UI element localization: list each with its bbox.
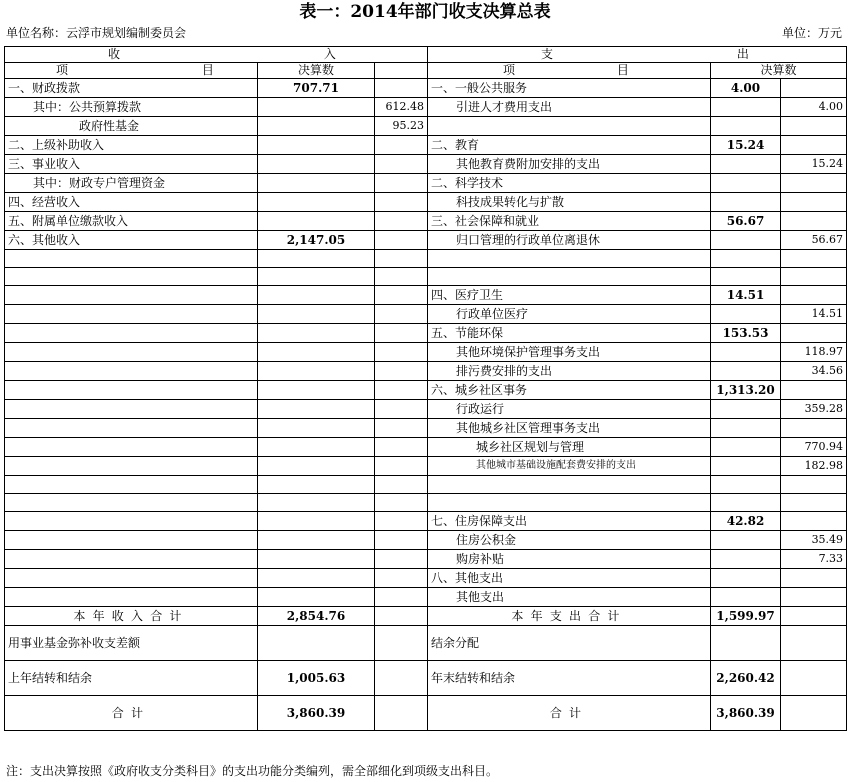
income-detail-value [375, 476, 428, 494]
table-row [5, 438, 847, 457]
income-category-value [258, 419, 375, 438]
expense-detail-value [781, 250, 847, 268]
expense-detail-value [781, 79, 847, 98]
income-category-value [258, 400, 375, 419]
expense-item-label: 二、科学技术 [428, 174, 711, 193]
expense-category-value: 153.53 [711, 324, 781, 343]
income-detail-value [375, 438, 428, 457]
income-item-label [5, 457, 258, 476]
expense-detail-value [781, 494, 847, 512]
table-row [5, 286, 847, 305]
table-row [5, 212, 847, 231]
expense-category-value: 42.82 [711, 512, 781, 531]
income-detail-value [375, 569, 428, 588]
page-title: 表一：2014年部门收支决算总表 [299, 2, 551, 22]
expense-detail-value [781, 117, 847, 136]
table-row [5, 268, 847, 286]
income-item-label [5, 531, 258, 550]
expense-category-value [711, 531, 781, 550]
expense-detail-value: 4.00 [781, 98, 847, 117]
yearend-label: 年末结转和结余 [428, 661, 711, 696]
income-detail-value [375, 324, 428, 343]
expense-detail-value [781, 324, 847, 343]
income-category-value [258, 588, 375, 607]
table-row [5, 362, 847, 381]
expense-item-label: 八、其他支出 [428, 569, 711, 588]
expense-item-label: 二、教育 [428, 136, 711, 155]
expense-item-label [428, 494, 711, 512]
expense-category-value [711, 174, 781, 193]
expense-item-label: 四、医疗卫生 [428, 286, 711, 305]
income-detail-value [375, 381, 428, 400]
income-category-value [258, 324, 375, 343]
expense-category-value [711, 550, 781, 569]
income-category-value [258, 569, 375, 588]
income-category-value [258, 476, 375, 494]
income-category-value: 707.71 [258, 79, 375, 98]
income-item-label [5, 419, 258, 438]
expense-item-label: 行政运行 [428, 400, 711, 419]
expense-item-label: 行政单位医疗 [428, 305, 711, 324]
income-category-value [258, 117, 375, 136]
income-detail-value: 95.23 [375, 117, 428, 136]
unit-label: 单位：万元 [781, 26, 842, 40]
income-total-label: 本年收入合计 [5, 607, 258, 626]
expense-item-label: 购房补贴 [428, 550, 711, 569]
unit-name: 单位名称：云浮市规划编制委员会 [6, 26, 187, 40]
grand-income-value: 3,860.39 [258, 696, 375, 731]
carry-row [5, 661, 847, 696]
income-category-value [258, 381, 375, 400]
income-category-value [258, 362, 375, 381]
expense-category-value [711, 569, 781, 588]
income-item-label [5, 250, 258, 268]
table-row [5, 305, 847, 324]
expense-detail-value [781, 419, 847, 438]
expense-detail-value [781, 136, 847, 155]
expense-category-value: 15.24 [711, 136, 781, 155]
expense-item-label: 其他城市基础设施配套费安排的支出 [428, 457, 711, 476]
income-detail-value [375, 531, 428, 550]
expense-detail-value: 14.51 [781, 305, 847, 324]
expense-item-label: 其他城乡社区管理事务支出 [428, 419, 711, 438]
income-item-label [5, 343, 258, 362]
table-row [5, 550, 847, 569]
expense-item-label: 城乡社区规划与管理 [428, 438, 711, 457]
income-detail-value [375, 231, 428, 250]
expense-detail-value [781, 381, 847, 400]
income-item-header: 项 目 [5, 63, 258, 79]
income-detail-value [375, 286, 428, 305]
expense-category-value [711, 305, 781, 324]
expense-total-value: 1,599.97 [711, 607, 781, 626]
table-row [5, 343, 847, 362]
expense-item-label: 一、一般公共服务 [428, 79, 711, 98]
income-detail-value [375, 512, 428, 531]
table-row [5, 531, 847, 550]
expense-category-value: 1,313.20 [711, 381, 781, 400]
income-item-label [5, 400, 258, 419]
expense-item-label: 五、节能环保 [428, 324, 711, 343]
table-row [5, 231, 847, 250]
expense-amount-header: 决算数 [711, 63, 847, 79]
income-category-value [258, 457, 375, 476]
grand-expense-value: 3,860.39 [711, 696, 781, 731]
expense-item-label: 其他支出 [428, 588, 711, 607]
expense-item-label: 住房公积金 [428, 531, 711, 550]
expense-category-value [711, 438, 781, 457]
table-row [5, 79, 847, 98]
table-row [5, 588, 847, 607]
income-category-value [258, 550, 375, 569]
expense-detail-value [781, 476, 847, 494]
expense-detail-value [781, 174, 847, 193]
income-item-label [5, 268, 258, 286]
income-detail-value: 612.48 [375, 98, 428, 117]
table-row [5, 324, 847, 343]
expense-detail-value: 35.49 [781, 531, 847, 550]
table-row [5, 117, 847, 136]
fund-row [5, 626, 847, 661]
grand-expense-label: 合计 [428, 696, 711, 731]
income-item-label [5, 494, 258, 512]
income-detail-value [375, 268, 428, 286]
table-row [5, 419, 847, 438]
income-detail-value [375, 343, 428, 362]
income-category-value [258, 136, 375, 155]
income-detail-value [375, 305, 428, 324]
expense-category-value [711, 231, 781, 250]
income-detail-value [375, 400, 428, 419]
expense-detail-value: 7.33 [781, 550, 847, 569]
income-detail-value [375, 362, 428, 381]
expense-detail-value [781, 193, 847, 212]
expense-detail-value: 15.24 [781, 155, 847, 174]
income-detail-value [375, 250, 428, 268]
income-item-label [5, 512, 258, 531]
income-detail-value [375, 155, 428, 174]
expense-item-label: 六、城乡社区事务 [428, 381, 711, 400]
expense-detail-value [781, 569, 847, 588]
income-item-label: 一、财政拨款 [5, 79, 258, 98]
income-category-value [258, 531, 375, 550]
expense-category-value [711, 362, 781, 381]
income-item-label: 三、事业收入 [5, 155, 258, 174]
footnote: 注：支出决算按照《政府收支分类科目》的支出功能分类编列，需全部细化到项级支出科目。 [6, 764, 499, 778]
table-row [5, 381, 847, 400]
income-category-value [258, 512, 375, 531]
income-detail-value [375, 174, 428, 193]
expense-detail-value [781, 512, 847, 531]
expense-item-label [428, 117, 711, 136]
expense-detail-value: 359.28 [781, 400, 847, 419]
expense-detail-value [781, 268, 847, 286]
income-total-row [5, 607, 847, 626]
carry-label: 上年结转和结余 [5, 661, 258, 696]
income-item-label [5, 588, 258, 607]
table-row [5, 457, 847, 476]
expense-header: 支 出 [428, 47, 847, 63]
expense-category-value [711, 117, 781, 136]
expense-detail-value [781, 212, 847, 231]
income-item-label: 其中：财政专户管理资金 [5, 174, 258, 193]
expense-category-value [711, 419, 781, 438]
table-subheader-row [5, 63, 847, 79]
grand-income-label: 合计 [5, 696, 258, 731]
expense-category-value [711, 193, 781, 212]
income-detail-value [375, 79, 428, 98]
expense-category-value [711, 98, 781, 117]
expense-item-label: 引进人才费用支出 [428, 98, 711, 117]
income-detail-value [375, 494, 428, 512]
expense-item-label [428, 476, 711, 494]
expense-item-label: 三、社会保障和就业 [428, 212, 711, 231]
income-item-label [5, 569, 258, 588]
budget-table [4, 46, 847, 731]
expense-detail-value: 34.56 [781, 362, 847, 381]
table-row [5, 569, 847, 588]
income-category-value [258, 268, 375, 286]
income-item-label [5, 476, 258, 494]
table-header-row [5, 47, 847, 63]
expense-category-value [711, 155, 781, 174]
carry-value: 1,005.63 [258, 661, 375, 696]
expense-category-value: 56.67 [711, 212, 781, 231]
expense-category-value [711, 268, 781, 286]
expense-category-value [711, 588, 781, 607]
income-category-value [258, 174, 375, 193]
table-row [5, 98, 847, 117]
expense-category-value: 4.00 [711, 79, 781, 98]
table-row [5, 155, 847, 174]
table-row [5, 476, 847, 494]
table-row [5, 512, 847, 531]
income-item-label: 其中：公共预算拨款 [5, 98, 258, 117]
expense-item-label [428, 268, 711, 286]
expense-item-label [428, 250, 711, 268]
yearend-value: 2,260.42 [711, 661, 781, 696]
income-item-label [5, 438, 258, 457]
income-category-value [258, 193, 375, 212]
expense-item-label: 科技成果转化与扩散 [428, 193, 711, 212]
income-item-label [5, 381, 258, 400]
income-detail-value [375, 588, 428, 607]
income-category-value: 2,147.05 [258, 231, 375, 250]
table-row [5, 400, 847, 419]
expense-detail-value: 118.97 [781, 343, 847, 362]
expense-detail-value: 182.98 [781, 457, 847, 476]
income-item-label: 六、其他收入 [5, 231, 258, 250]
income-category-value [258, 155, 375, 174]
income-detail-value [375, 419, 428, 438]
income-item-label: 二、上级补助收入 [5, 136, 258, 155]
income-category-value [258, 305, 375, 324]
table-row [5, 250, 847, 268]
expense-item-label: 七、住房保障支出 [428, 512, 711, 531]
expense-category-value [711, 494, 781, 512]
expense-detail-value: 56.67 [781, 231, 847, 250]
expense-total-label: 本年支出合计 [428, 607, 711, 626]
income-item-label: 五、附属单位缴款收入 [5, 212, 258, 231]
expense-item-label: 其他环境保护管理事务支出 [428, 343, 711, 362]
income-category-value [258, 212, 375, 231]
table-row [5, 193, 847, 212]
income-item-label: 四、经营收入 [5, 193, 258, 212]
income-item-label: 政府性基金 [5, 117, 258, 136]
income-detail-value [375, 212, 428, 231]
income-amount-header: 决算数 [258, 63, 375, 79]
table-row [5, 136, 847, 155]
fund-label: 用事业基金弥补收支差额 [5, 626, 258, 661]
expense-item-label: 其他教育费附加安排的支出 [428, 155, 711, 174]
expense-category-value [711, 457, 781, 476]
expense-item-label: 归口管理的行政单位离退休 [428, 231, 711, 250]
expense-item-header: 项 目 [428, 63, 711, 79]
income-item-label [5, 550, 258, 569]
income-detail-header [375, 63, 428, 79]
income-item-label [5, 286, 258, 305]
income-total-value: 2,854.76 [258, 607, 375, 626]
table-row [5, 494, 847, 512]
expense-category-value: 14.51 [711, 286, 781, 305]
grand-total-row [5, 696, 847, 731]
expense-category-value [711, 343, 781, 362]
income-item-label [5, 362, 258, 381]
surplus-label: 结余分配 [428, 626, 711, 661]
income-category-value [258, 494, 375, 512]
income-category-value [258, 438, 375, 457]
income-category-value [258, 98, 375, 117]
income-detail-value [375, 193, 428, 212]
income-item-label [5, 324, 258, 343]
table-row [5, 174, 847, 193]
expense-detail-value [781, 286, 847, 305]
expense-category-value [711, 476, 781, 494]
expense-category-value [711, 250, 781, 268]
income-category-value [258, 343, 375, 362]
income-item-label [5, 305, 258, 324]
income-header: 收 入 [5, 47, 428, 63]
income-category-value [258, 250, 375, 268]
expense-category-value [711, 400, 781, 419]
expense-detail-value [781, 588, 847, 607]
expense-detail-value: 770.94 [781, 438, 847, 457]
income-detail-value [375, 457, 428, 476]
expense-item-label: 排污费安排的支出 [428, 362, 711, 381]
income-detail-value [375, 550, 428, 569]
income-category-value [258, 286, 375, 305]
income-detail-value [375, 136, 428, 155]
